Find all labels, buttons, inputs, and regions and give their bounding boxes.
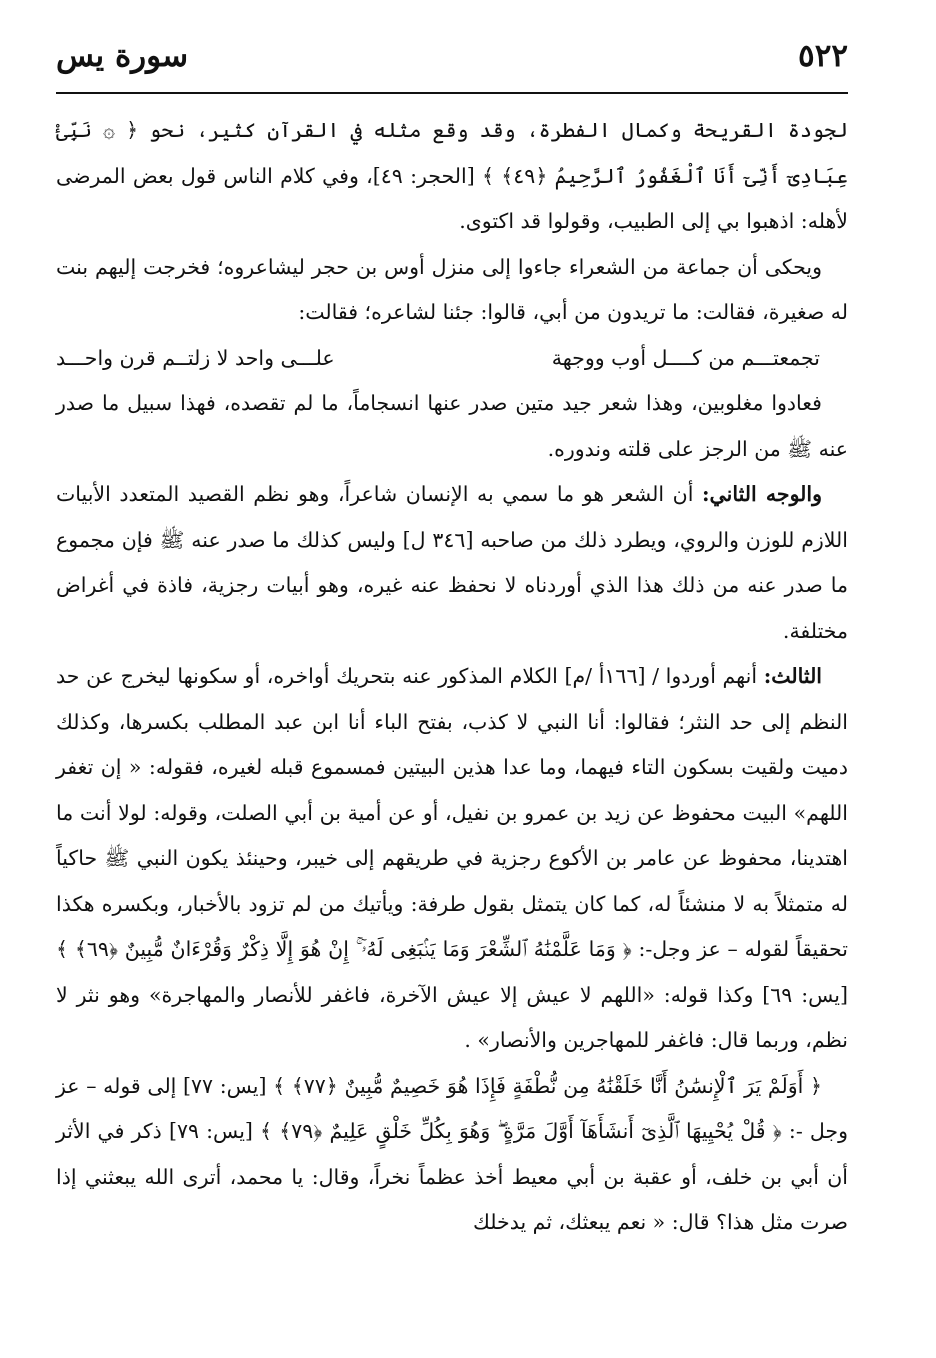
page-number: ٥٢٢ xyxy=(798,38,848,74)
section-heading: والوجه الثاني: xyxy=(701,482,822,506)
poem-verse xyxy=(56,336,848,382)
paragraph-verse-77 xyxy=(56,1064,848,1246)
paragraph-text: فعادوا مغلوبين، وهذا شعر جيد متين صدر عنها انسجاماً، ما لم تقصده، فهذا سبيل ما صدر عنه ﷺ من الرجز على قلته وندوره. xyxy=(56,391,848,461)
paragraph-1 xyxy=(56,108,848,245)
header-divider xyxy=(56,92,848,94)
paragraph-text: ويحكى أن جماعة من الشعراء جاءوا إلى منزل أوس بن حجر ليشاعروه؛ فخرجت إليهم بنت له صغيرة، فقالت: ما تريدون من أبي، قالوا: جئنا لشاعره؛ فقالت: xyxy=(56,254,848,324)
paragraph-text: ﴿ أَوَلَمْ يَرَ ٱلْإِنسَٰنُ أَنَّا خَلَقْنَٰهُ مِن نُّطْفَةٍ فَإِذَا هُوَ خَصِيمٌ مُّبِينٌ ﴿٧٧﴾ ﴾ [يس: ٧٧] إلى قوله – عز وجل -: ﴿ قُلْ يُحْيِيهَا ٱلَّذِىٓ أَنشَأَهَآ أَوَّلَ مَرَّةٍ ۖ وَهُوَ بِكُلِّ خَلْقٍ عَلِيمٌ ﴿٧٩﴾ ﴾ [يس: ٧٩] ذكر في الأثر أن أبي بن خلف، أو عقبة بن أبي معيط أخذ عظماً نخراً، وقال: يا محمد، أترى الله يبعثني إذا صرت مثل هذا؟ قال: « نعم يبعثك، ثم يدخلك xyxy=(56,1073,849,1234)
page-body xyxy=(56,108,848,1246)
paragraph-text: لجودة القريحة وكمال الفطرة، وقد وقع مثله في القرآن كثير، نحو ﴿ ۞ نَبِّئْ عِبَادِىٓ أَنِّىٓ أَنَا ٱلْغَفُورُ ٱلرَّحِيمُ ﴿٤٩﴾ ﴾ [الحجر: ٤٩]، وفي كلام الناس قول بعض المرضى لأهله: اذهبوا بي إلى الطبيب، وقولوا قد اكتوى. xyxy=(56,118,848,233)
section-heading: الثالث: xyxy=(763,664,823,688)
page-header xyxy=(56,36,848,88)
paragraph-second-aspect xyxy=(56,472,848,654)
paragraph-text: أن الشعر هو ما سمي به الإنسان شاعراً، وهو نظم القصيد المتعدد الأبيات اللازم للوزن والروي، ويطرد ذلك من صاحبه [٣٤٦ ل] وليس كذلك ما صدر عنه ﷺ فإن مجموع ما صدر عنه من ذلك هذا الذي أوردناه لا نحفظ عنه غيره، وهو أبيات رجزية، فاذة في أغراض مختلفة. xyxy=(56,482,848,643)
paragraph-3 xyxy=(56,381,848,472)
running-title: سورة يس xyxy=(56,38,189,74)
poem-hemistich-second: علـــى واحد لا زلتــم قرن واحـــد xyxy=(56,345,335,370)
paragraph-third-aspect xyxy=(56,654,848,1064)
paragraph-2 xyxy=(56,245,848,336)
poem-hemistich-first: تجمعتـــم من كــــل أوب ووجهة xyxy=(551,345,820,370)
paragraph-text: أنهم أوردوا / [١٦٦أ /م] الكلام المذكور عنه بتحريك أواخره، أو سكونها ليخرج عن حد النظم إلى حد النثر؛ فقالوا: أنا النبي لا كذب، بفتح الباء أنا ابن عبد المطلب بكسرها، وكذلك دميت ولقيت بسكون التاء فيهما، وما عدا هذين البيتين فمسموع قبله لغيره، فقوله: « إن تغفر اللهم» البيت محفوظ عن زيد بن عمرو بن نفيل، أو عن أمية بن أبي الصلت، وقوله: لولا أنت ما اهتدينا، محفوظ عن عامر بن الأكوع رجزية في طريقهم إلى خيبر، وحينئذ يكون النبي ﷺ حاكياً له متمثلاً به لا منشئاً له، كما كان يتمثل بقول طرفة: ويأتيك من لم تزود بالأخبار، وبكسره هكذا تحقيقاً لقوله – عز وجل-: ﴿ وَمَا عَلَّمْنَٰهُ ٱلشِّعْرَ وَمَا يَنۢبَغِى لَهُۥٓ ۚ إِنْ هُوَ إِلَّا ذِكْرٌ وَقُرْءَانٌ مُّبِينٌ ﴿٦٩﴾ ﴾ [يس: ٦٩] وكذا قوله: «اللهم لا عيش إلا عيش الآخرة، فاغفر للأنصار والمهاجرة» وهو نثر لا نظم، وربما قال: فاغفر للمهاجرين والأنصار» . xyxy=(56,664,848,1052)
